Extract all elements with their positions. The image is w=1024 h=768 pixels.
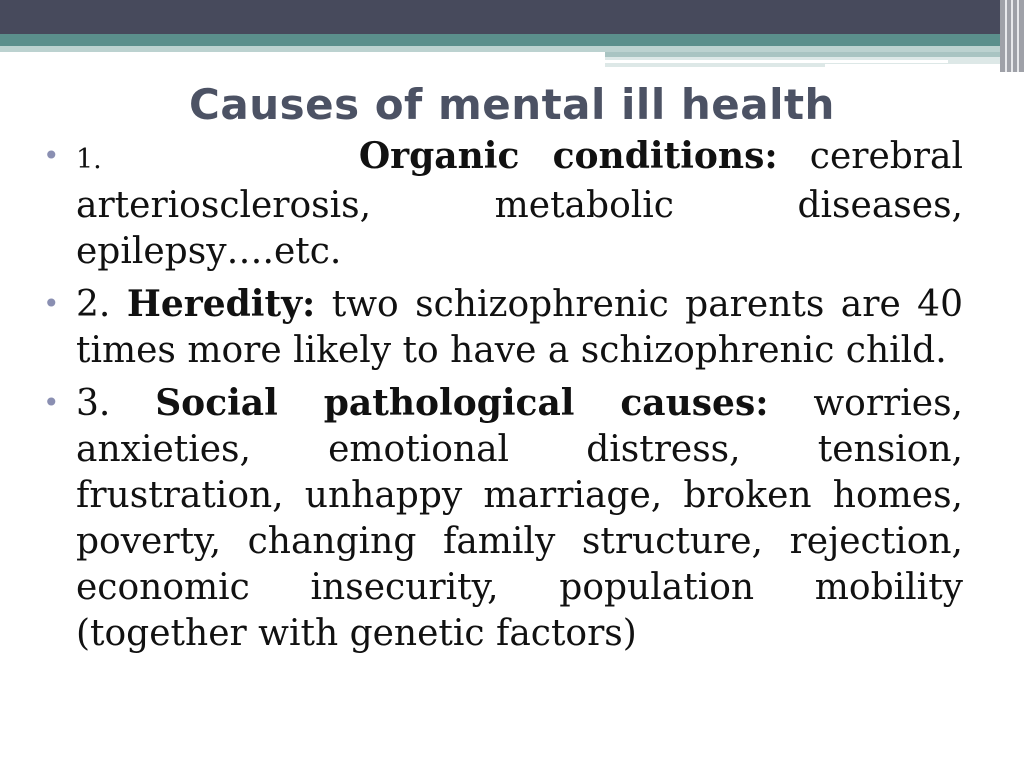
slide-title: Causes of mental ill health: [189, 80, 835, 129]
header-dark-band: [0, 0, 1024, 34]
header-right-stripe: [1005, 0, 1007, 72]
bullet-icon: •: [43, 287, 60, 320]
item-text: two schizophrenic parents are 40 times more likely to have a schizophrenic child.: [76, 284, 963, 371]
item-heading: Social pathological causes:: [155, 382, 769, 424]
bullet-list: [43, 133, 963, 663]
item-heading: Organic conditions:: [358, 135, 778, 177]
header-right-stripe: [1017, 0, 1019, 72]
header-accent-line-short: [825, 64, 1000, 67]
header-accent-line: [605, 60, 948, 63]
list-item-heredity: [43, 281, 963, 374]
item-number: 1.: [76, 144, 102, 175]
item-heading: Heredity:: [126, 283, 316, 325]
bullet-icon: •: [43, 386, 60, 419]
list-item-social: [43, 380, 963, 657]
list-item-organic: [43, 133, 963, 275]
header-teal-band: [0, 34, 1000, 46]
header-right-stripe: [1011, 0, 1013, 72]
header-right-block: [1000, 0, 1024, 72]
item-text: worries, anxieties, emotional distress, tension, frustration, unhappy marriage, broken homes, poverty, changing family structure, rejection, economic insecurity, population mobility (together with genetic factors): [76, 383, 964, 654]
item-text: cerebral arteriosclerosis, metabolic diseases, epilepsy….etc.: [76, 136, 963, 272]
item-number: 3.: [76, 383, 111, 424]
item-number: 2.: [76, 284, 111, 325]
bullet-icon: •: [43, 139, 60, 172]
